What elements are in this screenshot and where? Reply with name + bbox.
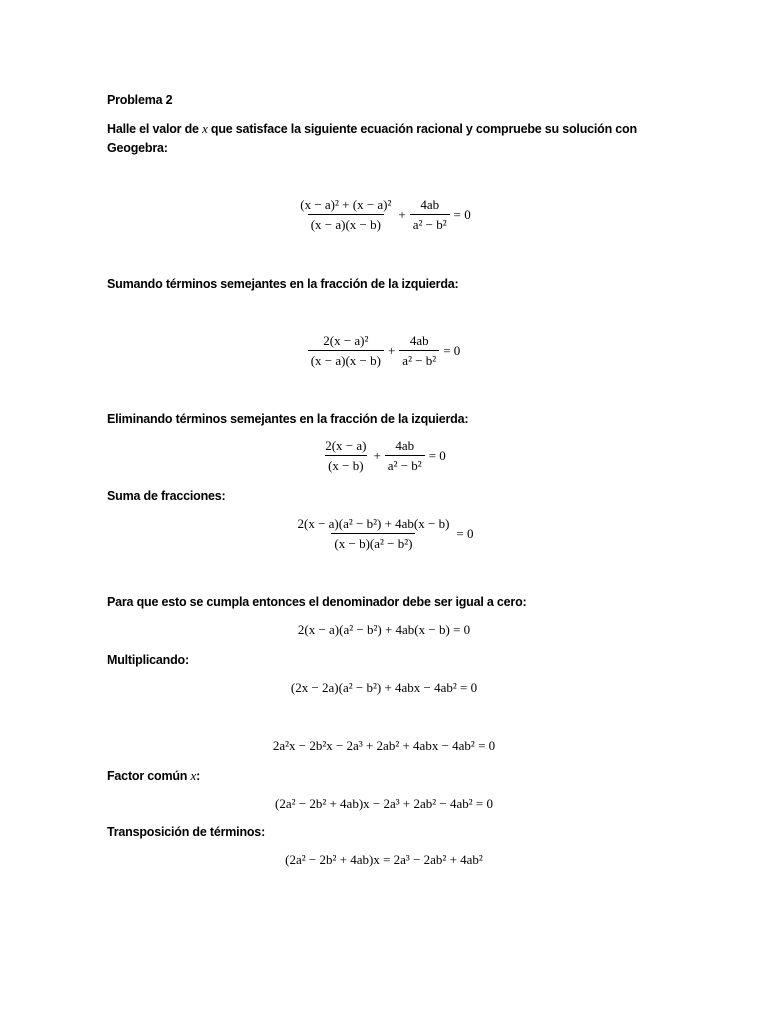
equation-9: (2a² − 2b² + 4ab)x = 2a³ − 2ab² + 4ab² [285, 852, 483, 867]
eq4-fraction [295, 515, 453, 552]
eq2-rhs: = 0 [443, 342, 461, 358]
heading: Problema 2 [107, 93, 173, 107]
step-5-text: Multiplicando: [107, 653, 189, 667]
eq3-fraction-1 [322, 437, 369, 474]
eq1-frac1-numerator: (x − a)² + (x − a)² [300, 197, 392, 212]
eq3-fraction-2 [385, 437, 425, 474]
step-1-text: Sumando términos semejantes en la fracción de la izquierda: [107, 277, 459, 291]
equation-3 [0, 437, 768, 474]
eq4-rhs: = 0 [456, 525, 474, 541]
eq2-frac1-denominator: (x − a)(x − b) [308, 350, 384, 369]
eq1-rhs: = 0 [453, 206, 471, 222]
intro-before-var: Halle el valor de [107, 122, 203, 136]
intro-var: x [202, 121, 208, 136]
eq1-frac1-denominator: (x − a)(x − b) [308, 214, 384, 233]
eq3-rhs: = 0 [428, 447, 446, 463]
step-4-text: Para que esto se cumpla entonces el denominador debe ser igual a cero: [107, 595, 527, 609]
step-2-text: Eliminando términos semejantes en la fracción de la izquierda: [107, 412, 469, 426]
equation-4 [0, 515, 768, 552]
equation-8: (2a² − 2b² + 4ab)x − 2a³ + 2ab² − 4ab² = 0 [275, 796, 493, 811]
equation-5: 2(x − a)(a² − b²) + 4ab(x − b) = 0 [297, 622, 471, 637]
eq2-fraction-1 [308, 332, 384, 369]
eq1-fraction-2 [410, 196, 450, 233]
eq2-plus: + [387, 342, 396, 358]
eq2-fraction-2 [399, 332, 439, 369]
step-7-text: Transposición de términos: [107, 825, 266, 839]
eq2-frac2-numerator: 4ab [409, 333, 429, 348]
eq1-frac2-denominator: a² − b² [410, 214, 450, 233]
equation-6: (2x − 2a)(a² − b²) + 4abx − 4ab² = 0 [290, 680, 478, 695]
step6-colon: : [196, 769, 201, 783]
eq3-frac1-denominator: (x − b) [325, 455, 367, 474]
eq3-frac2-numerator: 4ab [395, 438, 415, 453]
step-6-text [107, 767, 200, 785]
step-3-text: Suma de fracciones: [107, 489, 226, 503]
eq1-frac2-numerator: 4ab [420, 197, 440, 212]
eq2-frac1-numerator: 2(x − a)² [323, 333, 369, 348]
intro-after-var: que satisface la siguiente ecuación racional y compruebe su solución con [207, 122, 637, 136]
step6-var: x [190, 768, 197, 783]
eq3-frac1-numerator: 2(x − a) [325, 438, 367, 453]
eq1-fraction-1 [297, 196, 394, 233]
eq4-numerator: 2(x − a)(a² − b²) + 4ab(x − b) [297, 516, 450, 531]
intro-line-1 [107, 120, 637, 138]
equation-7: 2a²x − 2b²x − 2a³ + 2ab² + 4abx − 4ab² = 0 [272, 738, 496, 753]
eq2-frac2-denominator: a² − b² [399, 350, 439, 369]
eq4-denominator: (x − b)(a² − b²) [331, 533, 415, 552]
step6-label: Factor común [107, 769, 191, 783]
intro-line-2: Geogebra: [107, 141, 168, 155]
equation-2 [0, 332, 768, 369]
eq3-plus: + [373, 447, 381, 463]
equation-1 [0, 196, 768, 233]
eq3-frac2-denominator: a² − b² [385, 455, 425, 474]
eq1-plus: + [398, 206, 406, 222]
